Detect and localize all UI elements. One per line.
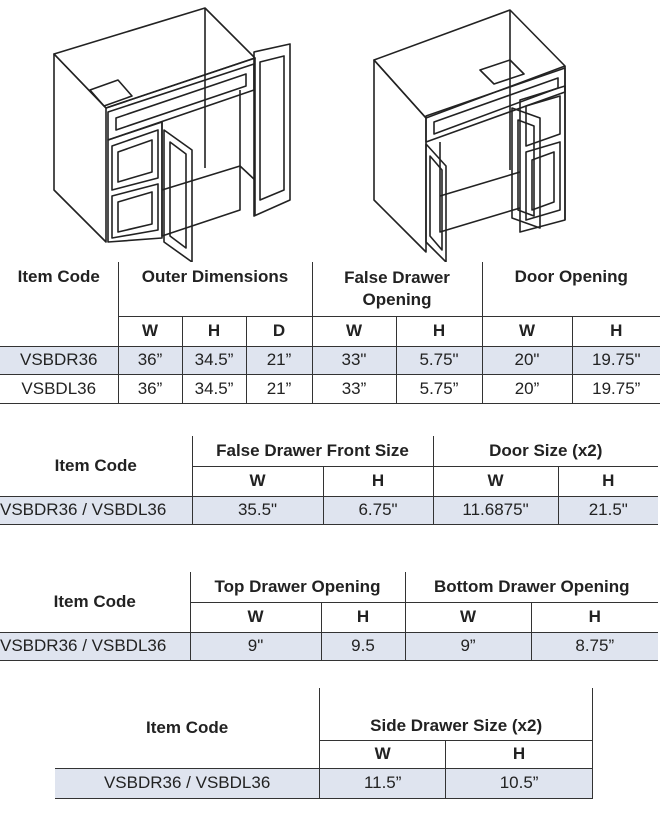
false-drawer-front-size-header: False Drawer Front Size	[192, 436, 433, 466]
item-code-cell: VSBDR36 / VSBDL36	[55, 768, 320, 798]
sub-header-w: W	[312, 316, 396, 346]
value-cell: 9.5	[321, 632, 405, 660]
value-cell: 11.5”	[320, 768, 446, 798]
sub-header-h: H	[446, 740, 593, 768]
sub-header-h: H	[321, 602, 405, 632]
table-row	[55, 768, 593, 798]
value-cell: 11.6875"	[433, 496, 558, 524]
sub-header-h: H	[182, 316, 246, 346]
door-opening-header: Door Opening	[482, 262, 660, 316]
value-cell: 33"	[312, 346, 396, 374]
item-code-header: Item Code	[54, 455, 137, 475]
value-cell: 8.75”	[531, 632, 658, 660]
value-cell: 21.5"	[558, 496, 658, 524]
bottom-drawer-opening-header: Bottom Drawer Opening	[405, 572, 658, 602]
value-cell: 36”	[118, 374, 182, 403]
value-cell: 36”	[118, 346, 182, 374]
item-code-cell: VSBDR36	[0, 346, 118, 374]
sub-header-h: H	[572, 316, 660, 346]
item-code-cell: VSBDR36 / VSBDL36	[0, 496, 192, 524]
table-row	[0, 632, 658, 660]
cabinet-drawing-vsbdr36	[40, 0, 330, 262]
side-drawer-size-table	[55, 688, 593, 799]
sub-header-h: H	[558, 466, 658, 496]
value-cell: 9"	[190, 632, 321, 660]
value-cell: 10.5”	[446, 768, 593, 798]
sub-header-h: H	[323, 466, 433, 496]
value-cell: 9”	[405, 632, 531, 660]
item-code-cell: VSBDR36 / VSBDL36	[0, 632, 190, 660]
top-drawer-opening-header: Top Drawer Opening	[190, 572, 405, 602]
item-code-header: Item Code	[0, 262, 118, 346]
false-drawer-door-size-table	[0, 436, 658, 525]
cabinet-drawing-vsbdl36	[360, 0, 590, 262]
value-cell: 21”	[246, 374, 312, 403]
false-drawer-opening-header: False Drawer Opening	[312, 262, 482, 316]
sub-header-w: W	[433, 466, 558, 496]
value-cell: 19.75”	[572, 374, 660, 403]
side-drawer-size-header: Side Drawer Size (x2)	[320, 688, 593, 740]
value-cell: 6.75"	[323, 496, 433, 524]
sub-header-h: H	[531, 602, 658, 632]
value-cell: 5.75”	[396, 374, 482, 403]
item-code-header: Item Code	[146, 717, 229, 737]
value-cell: 33”	[312, 374, 396, 403]
value-cell: 34.5”	[182, 374, 246, 403]
sub-header-h: H	[396, 316, 482, 346]
sub-header-w: W	[192, 466, 323, 496]
sub-header-d: D	[246, 316, 312, 346]
sub-header-w: W	[405, 602, 531, 632]
value-cell: 34.5”	[182, 346, 246, 374]
sub-header-w: W	[482, 316, 572, 346]
sub-header-w: W	[320, 740, 446, 768]
table-row	[0, 374, 660, 403]
door-size-header: Door Size (x2)	[433, 436, 658, 466]
outer-dimensions-header: Outer Dimensions	[118, 262, 312, 316]
drawer-opening-table	[0, 572, 658, 661]
value-cell: 35.5"	[192, 496, 323, 524]
value-cell: 20"	[482, 346, 572, 374]
item-code-cell: VSBDL36	[0, 374, 118, 403]
item-code-header: Item Code	[53, 591, 136, 611]
table-row	[0, 496, 658, 524]
outer-dimensions-table	[0, 262, 660, 404]
value-cell: 20”	[482, 374, 572, 403]
sub-header-w: W	[190, 602, 321, 632]
value-cell: 19.75"	[572, 346, 660, 374]
table-row	[0, 346, 660, 374]
sub-header-w: W	[118, 316, 182, 346]
value-cell: 5.75"	[396, 346, 482, 374]
value-cell: 21”	[246, 346, 312, 374]
